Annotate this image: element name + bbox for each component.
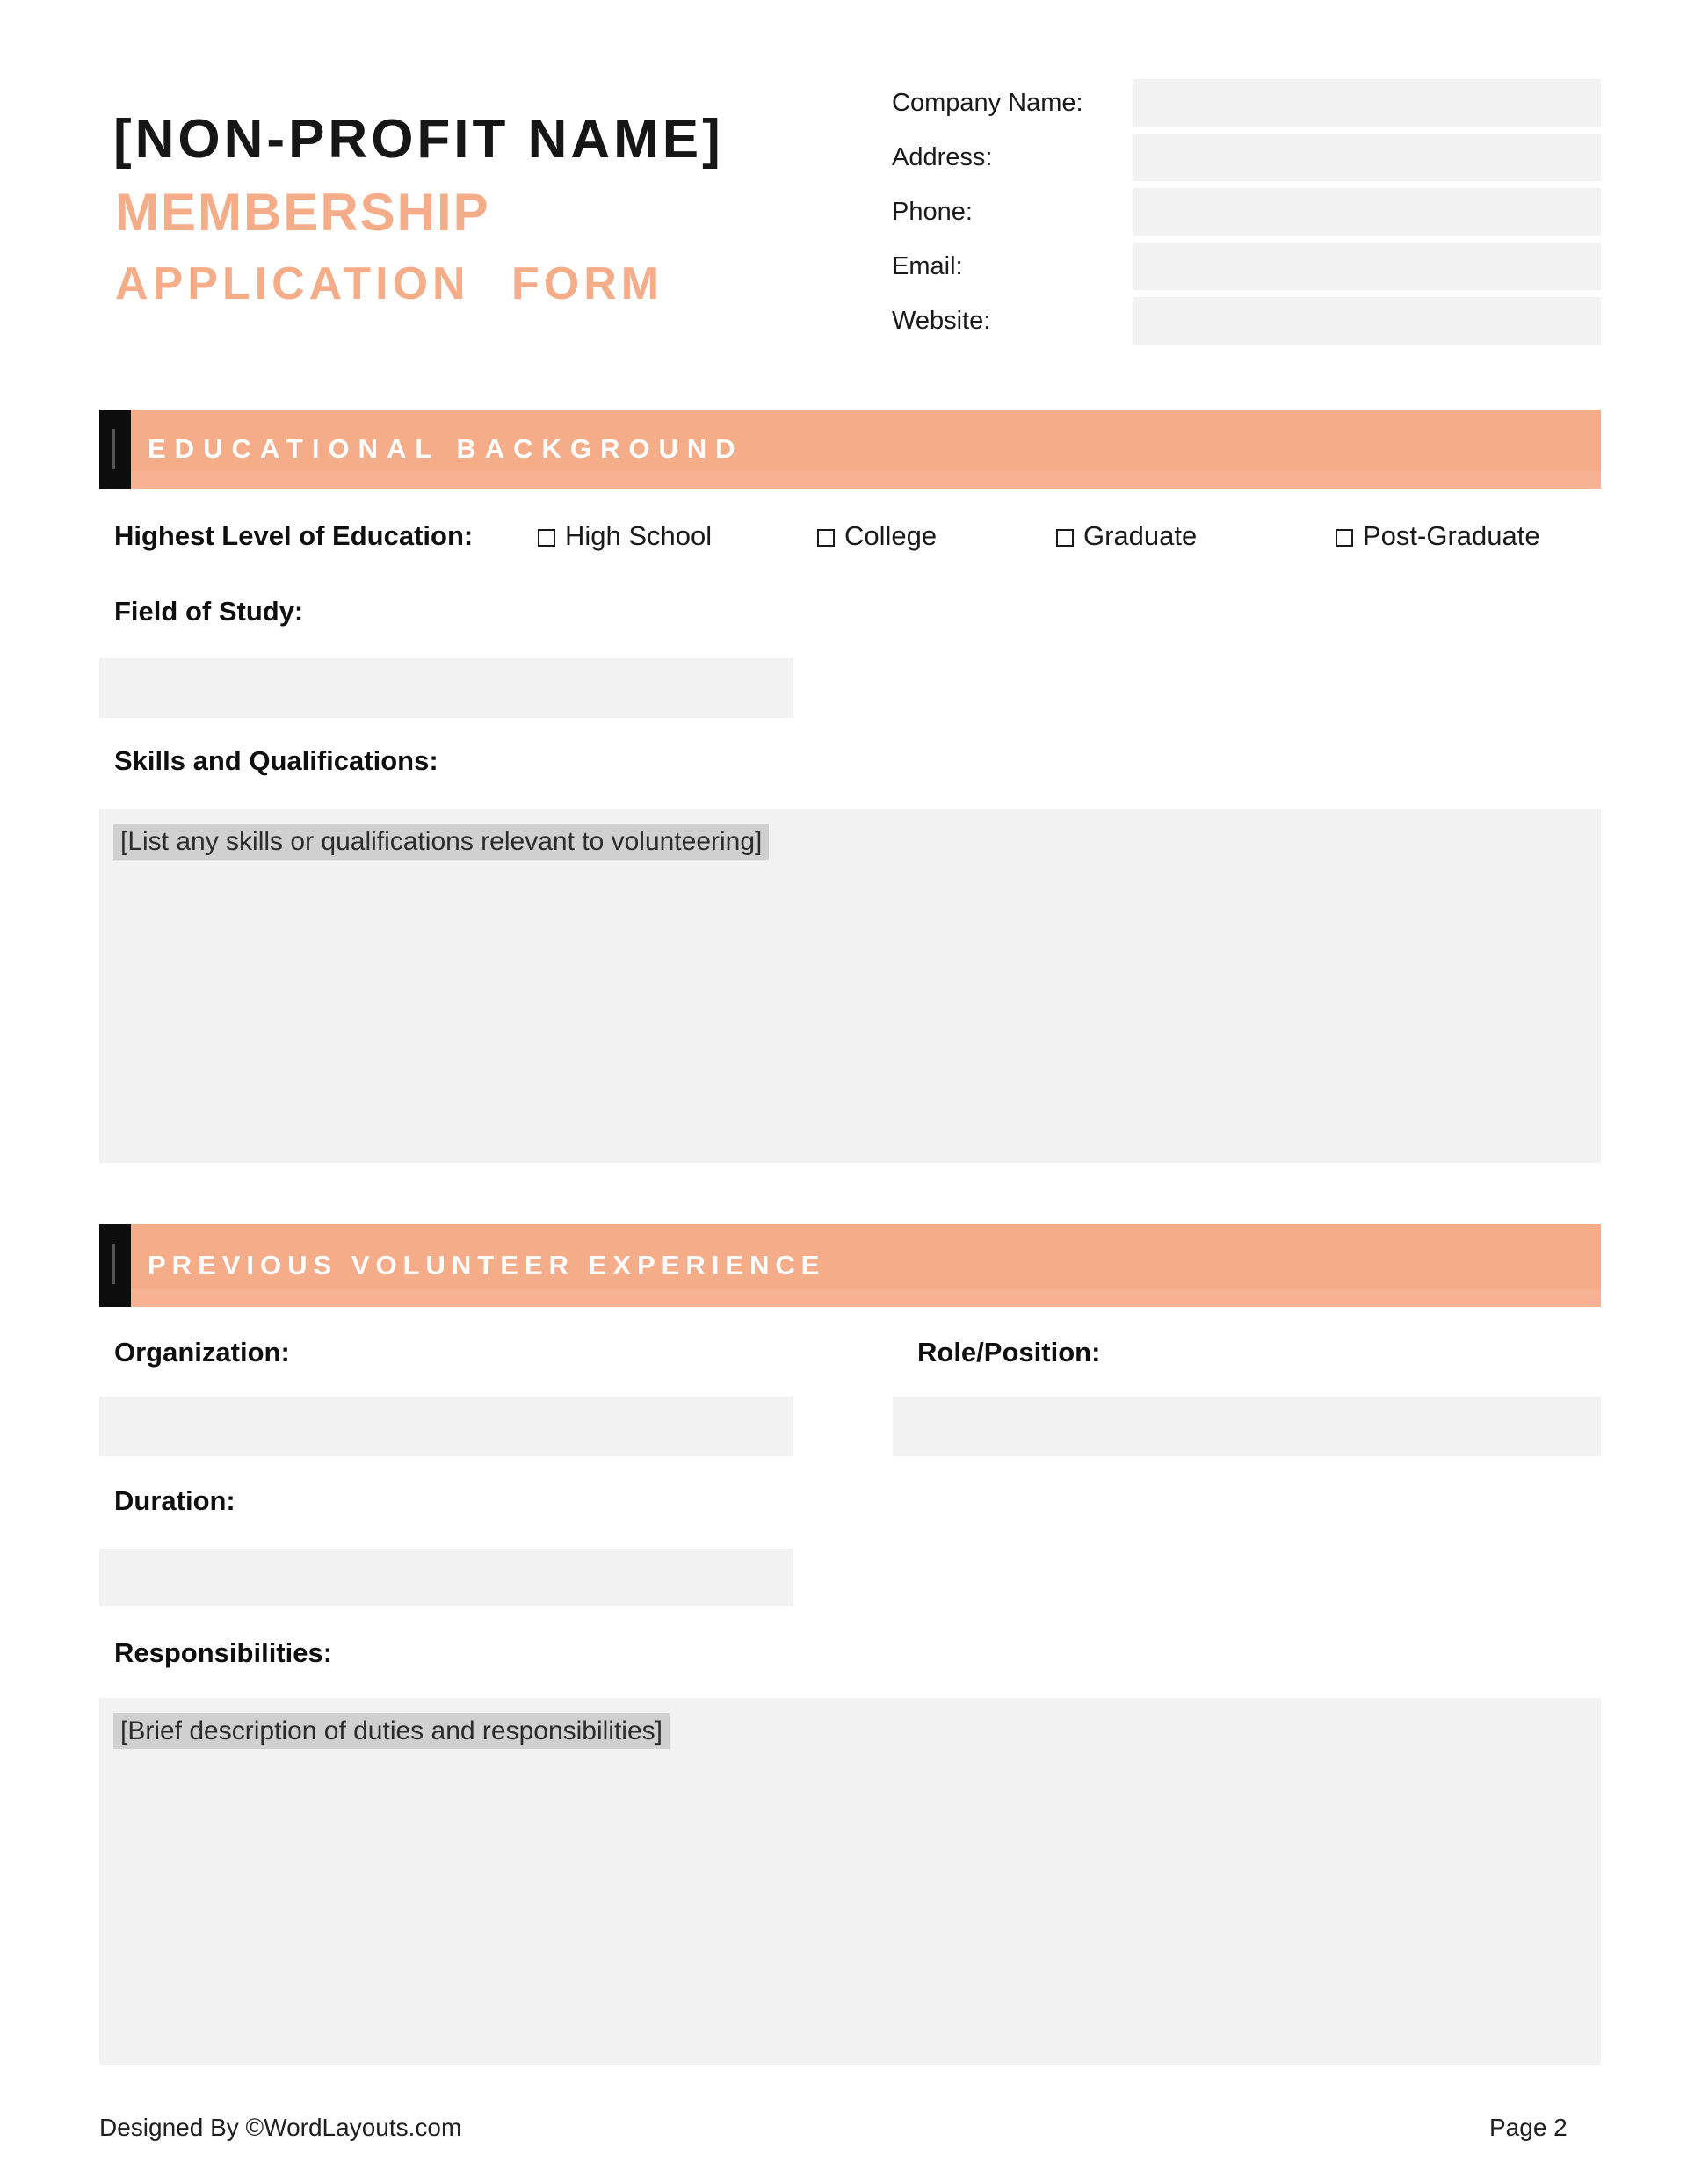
volunteer-section-band [131,1224,1601,1307]
phone-row [892,188,1601,236]
footer-page-number: Page 2 [1489,2114,1568,2141]
checkbox-icon[interactable] [1056,529,1074,547]
duration-field[interactable] [99,1549,793,1606]
checkbox-icon[interactable] [538,529,555,547]
option-post-graduate[interactable] [1336,520,1540,552]
address-row [892,134,1601,181]
website-field[interactable] [1133,297,1601,345]
volunteer-section-header [99,1224,1601,1307]
section-marker [99,410,131,489]
section-marker-notch [112,429,115,469]
website-label: Website: [892,306,991,335]
email-row [892,243,1601,290]
email-field[interactable] [1133,243,1601,290]
organization-field[interactable] [99,1397,793,1456]
nonprofit-name-title: [NON-PROFIT NAME] [113,109,724,170]
section-marker [99,1224,131,1307]
company-name-label: Company Name: [892,88,1083,117]
option-college-label: College [844,520,938,551]
section-marker-notch [112,1244,115,1284]
checkbox-icon[interactable] [817,529,835,547]
skills-placeholder-text: [List any skills or qualifications relevant to volunteering] [113,824,769,860]
organization-label: Organization: [114,1337,290,1368]
option-post-graduate-label: Post-Graduate [1363,520,1540,551]
responsibilities-label: Responsibilities: [114,1637,333,1668]
skills-textarea[interactable] [99,809,1601,1163]
footer-credit: Designed By ©WordLayouts.com [99,2114,462,2141]
company-name-row [892,79,1601,127]
responsibilities-placeholder-text: [Brief description of duties and responsibilities] [113,1713,670,1749]
option-graduate-label: Graduate [1083,520,1198,551]
skills-label: Skills and Qualifications: [114,745,438,776]
option-graduate[interactable] [1056,520,1197,552]
education-section-header [99,410,1601,489]
address-field[interactable] [1133,134,1601,181]
phone-label: Phone: [892,197,973,226]
checkbox-icon[interactable] [1336,529,1353,547]
option-high-school-label: High School [565,520,713,551]
website-row [892,297,1601,345]
role-position-field[interactable] [893,1397,1601,1456]
membership-title: MEMBERSHIP [115,183,490,242]
phone-field[interactable] [1133,188,1601,236]
highest-education-label: Highest Level of Education: [114,520,474,551]
address-label: Address: [892,142,993,171]
field-of-study-field[interactable] [99,658,793,718]
application-form-title: APPLICATION FORM [115,258,664,309]
option-college[interactable] [817,520,937,552]
education-section-band [131,410,1601,489]
email-label: Email: [892,251,963,280]
role-position-label: Role/Position: [917,1337,1101,1368]
option-high-school[interactable] [538,520,712,552]
company-name-field[interactable] [1133,79,1601,127]
volunteer-section-title: PREVIOUS VOLUNTEER EXPERIENCE [148,1250,826,1281]
field-of-study-label: Field of Study: [114,596,304,627]
education-section-title: EDUCATIONAL BACKGROUND [148,433,744,464]
responsibilities-textarea[interactable] [99,1698,1601,2065]
duration-label: Duration: [114,1485,235,1516]
